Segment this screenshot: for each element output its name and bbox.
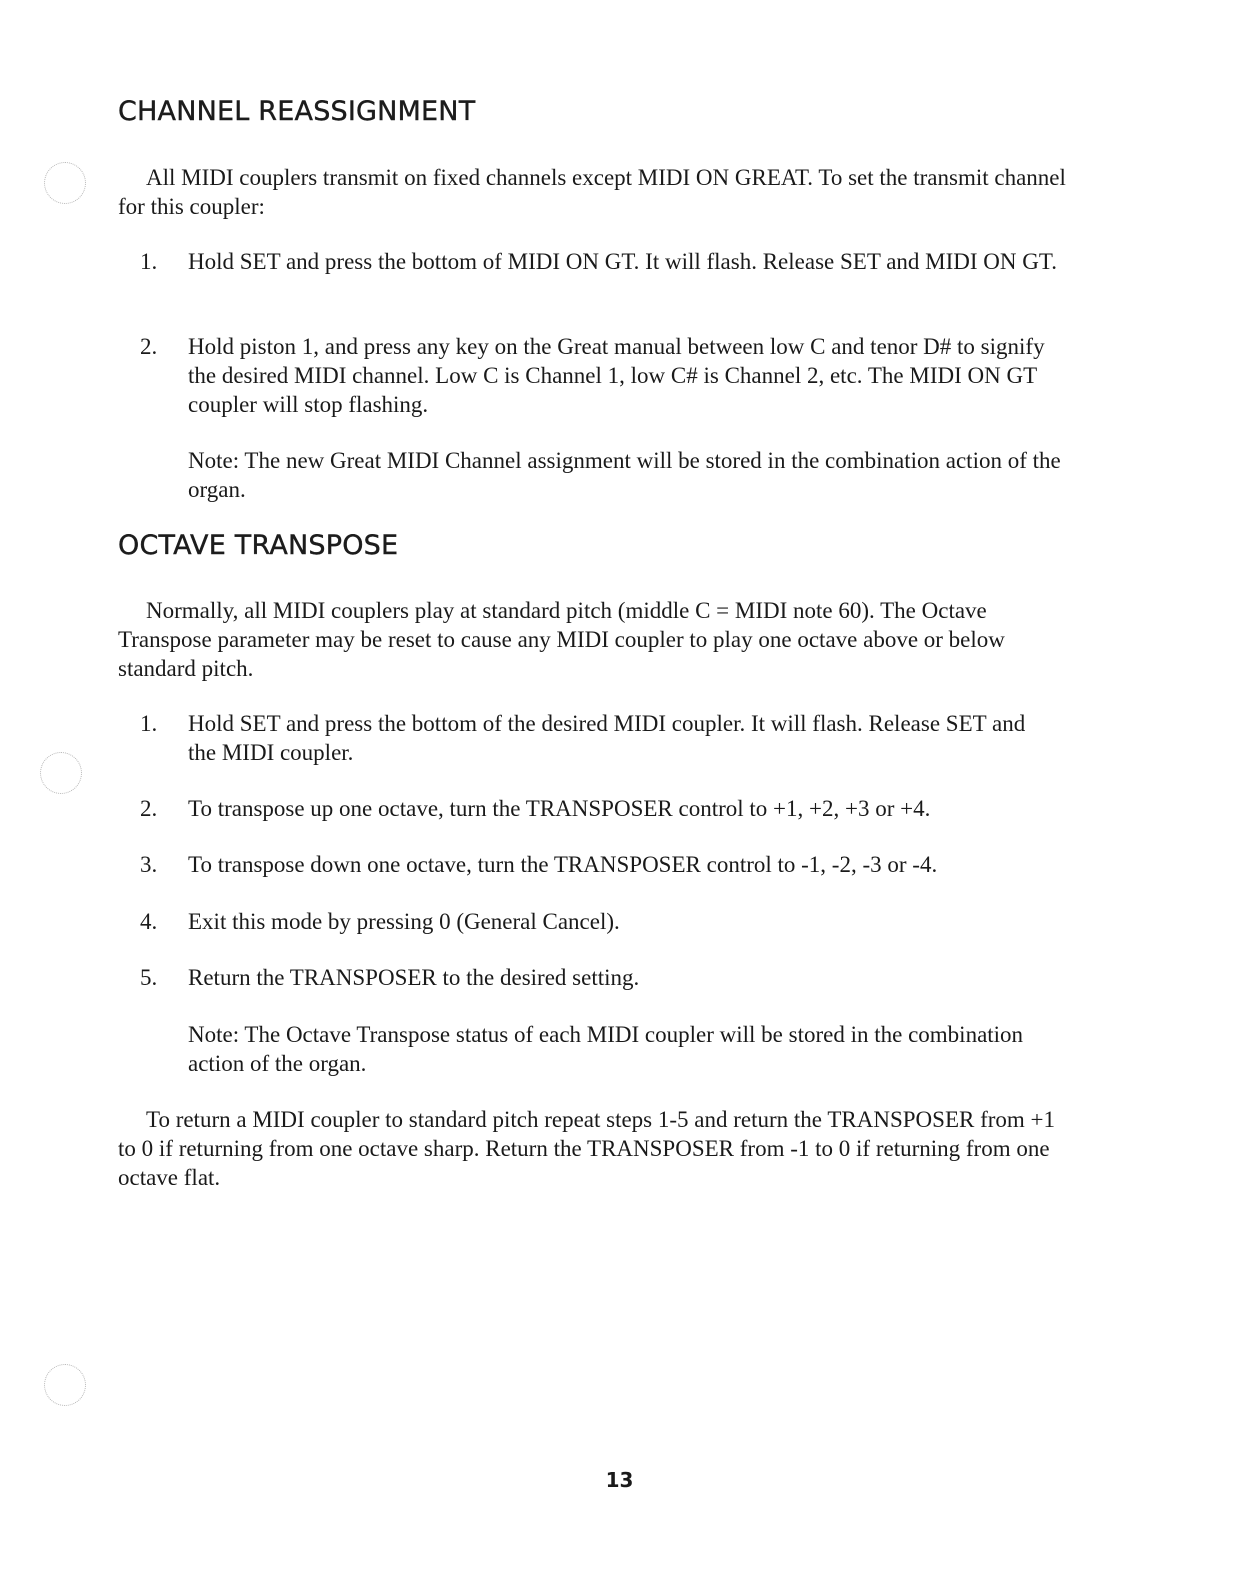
heading-octave-transpose: OCTAVE TRANSPOSE (118, 530, 399, 561)
step-number: 1. (140, 711, 158, 736)
channel-note: Note: The new Great MIDI Channel assignment will be stored in the combination action of the organ. (188, 448, 1061, 502)
step-number: 3. (140, 852, 158, 877)
step-number: 1. (140, 249, 158, 274)
heading-channel-reassignment: CHANNEL REASSIGNMENT (118, 96, 476, 127)
step-text: To transpose down one octave, turn the TRANSPOSER control to -1, -2, -3 or -4. (188, 852, 938, 877)
binder-hole-bottom (44, 1364, 86, 1406)
step-number: 2. (140, 796, 158, 821)
step-number: 2. (140, 334, 158, 359)
channel-intro-paragraph: All MIDI couplers transmit on fixed channels except MIDI ON GREAT. To set the transmit channel for this coupler: (118, 165, 1066, 219)
step-number: 4. (140, 909, 158, 934)
step-text: Hold SET and press the bottom of MIDI ON GT. It will flash. Release SET and MIDI ON GT. (188, 249, 1057, 274)
page-number: 13 (605, 1468, 634, 1492)
step-number: 5. (140, 965, 158, 990)
octave-intro-paragraph: Normally, all MIDI couplers play at standard pitch (middle C = MIDI note 60). The Octave Transpose parameter may be reset to cause any MIDI coupler to play one octave above or below standard pitch. (118, 598, 1005, 681)
step-text: Return the TRANSPOSER to the desired setting. (188, 965, 640, 990)
step-text: Hold piston 1, and press any key on the Great manual between low C and tenor D# to signify the desired MIDI channel. Low C is Channel 1, low C# is Channel 2, etc. The MIDI ON GT coupler will stop flashing. (188, 334, 1045, 417)
step-text: Exit this mode by pressing 0 (General Cancel). (188, 909, 620, 934)
binder-hole-top (44, 162, 86, 204)
step-text: Hold SET and press the bottom of the desired MIDI coupler. It will flash. Release SET and the MIDI coupler. (188, 711, 1026, 765)
octave-closing-paragraph: To return a MIDI coupler to standard pitch repeat steps 1-5 and return the TRANSPOSER from +1 to 0 if returning from one octave sharp. Return the TRANSPOSER from -1 to 0 if returning from one octave flat. (118, 1107, 1056, 1190)
octave-note: Note: The Octave Transpose status of each MIDI coupler will be stored in the combination action of the organ. (188, 1022, 1024, 1076)
step-text: To transpose up one octave, turn the TRANSPOSER control to +1, +2, +3 or +4. (188, 796, 931, 821)
binder-hole-middle (40, 752, 82, 794)
